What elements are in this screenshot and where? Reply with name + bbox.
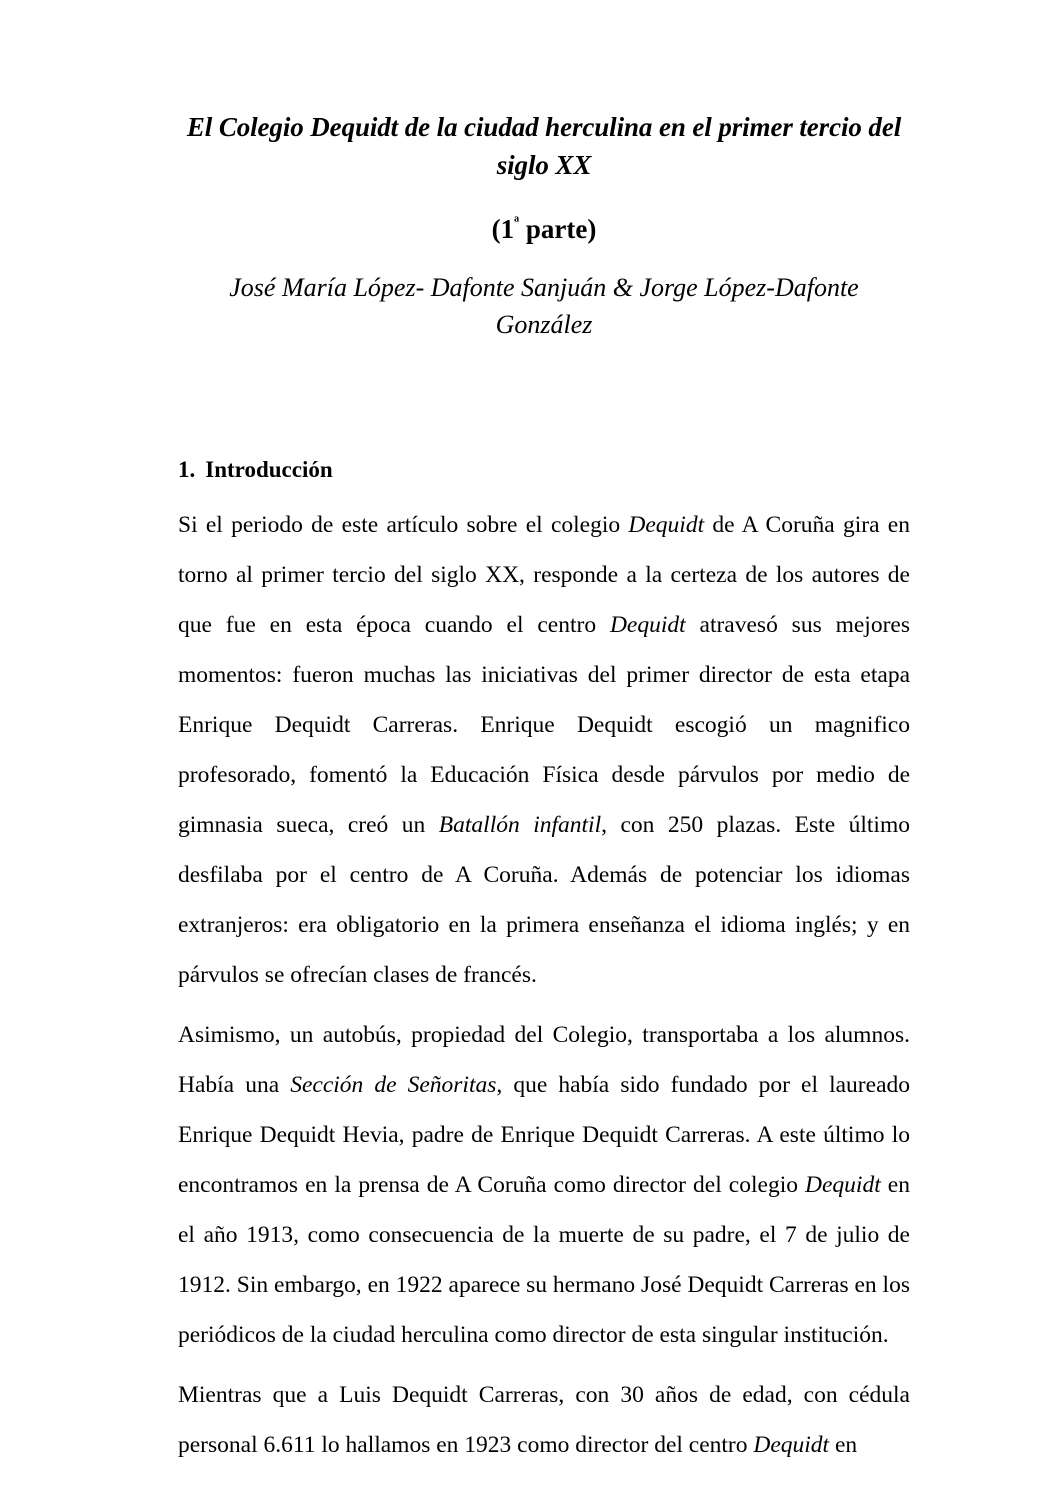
p1-emphasis-dequidt-2: Dequidt — [609, 611, 686, 638]
section-number: 1. — [178, 457, 196, 483]
paragraph-1 — [178, 500, 910, 1000]
title-block — [178, 108, 910, 344]
p1-emphasis-dequidt-1: Dequidt — [628, 511, 705, 538]
p1-text-3: atravesó sus mejores momentos: fueron muchas las iniciativas del primer director de esta etapa Enrique Dequidt Carreras. Enrique Dequidt escogió un magnifico profesorado, fomentó la Educación Física desde párvulos por medio de gimnasia sueca, creó un — [178, 611, 910, 838]
p1-text-2: de A Coruña gira en torno al primer tercio del siglo XX, responde a la certeza de los autores de que fue en esta época cuando el centro — [178, 511, 910, 638]
p3-text-2: en — [829, 1431, 858, 1458]
paragraph-2 — [178, 1010, 910, 1360]
p3-emphasis-dequidt-1: Dequidt — [753, 1431, 830, 1458]
p2-emphasis-seccion-de-senoritas: Sección de Señoritas — [290, 1071, 497, 1098]
page-title — [178, 108, 910, 185]
section-heading-introduccion — [178, 456, 910, 484]
p2-emphasis-dequidt-1: Dequidt — [805, 1171, 881, 1198]
page-content — [178, 108, 910, 1470]
part-ordinal-indicator: ª — [514, 212, 520, 232]
p3-text-1: Mientras que a Luis Dequidt Carreras, con 30 años de edad, con cédula personal 6.611 lo hallamos en 1923 como director del centro — [178, 1381, 910, 1458]
p1-text-1: Si el periodo de este artículo sobre el colegio — [178, 511, 629, 538]
p2-text-1: Asimismo, un autobús, propiedad del Colegio, transportaba a los alumnos. Había una — [178, 1021, 910, 1098]
title-part-label — [178, 212, 910, 247]
authors-line: José María López- Dafonte Sanjuán & Jorge López-Dafonte González — [229, 272, 859, 340]
title-line-2: del siglo XX — [496, 112, 902, 181]
p1-emphasis-batallon-infantil: Batallón infantil — [438, 811, 602, 838]
part-suffix: parte) — [519, 213, 597, 244]
p2-text-2: , que había sido fundado por el laureado Enrique Dequidt Hevia, padre de Enrique Dequidt Carreras. A este último lo encontramos en la prensa de A Coruña como director del colegio — [178, 1071, 910, 1198]
p2-text-3: en el año 1913, como consecuencia de la muerte de su padre, el 7 de julio de 1912. Sin embargo, en 1922 aparece su hermano José Dequidt Carreras en los periódicos de la ciudad herculina como director de esta singular institución. — [178, 1171, 910, 1348]
part-prefix: (1 — [491, 213, 515, 244]
p1-text-4: , con 250 plazas. Este último desfilaba por el centro de A Coruña. Además de potenciar los idiomas extranjeros: era obligatorio en la primera enseñanza el idioma inglés; y en párvulos se ofrecían clases de francés. — [178, 811, 910, 988]
section-title: Introducción — [205, 457, 333, 483]
paragraph-3 — [178, 1370, 910, 1470]
title-line-1: El Colegio Dequidt de la ciudad herculina en el primer tercio — [186, 112, 862, 142]
